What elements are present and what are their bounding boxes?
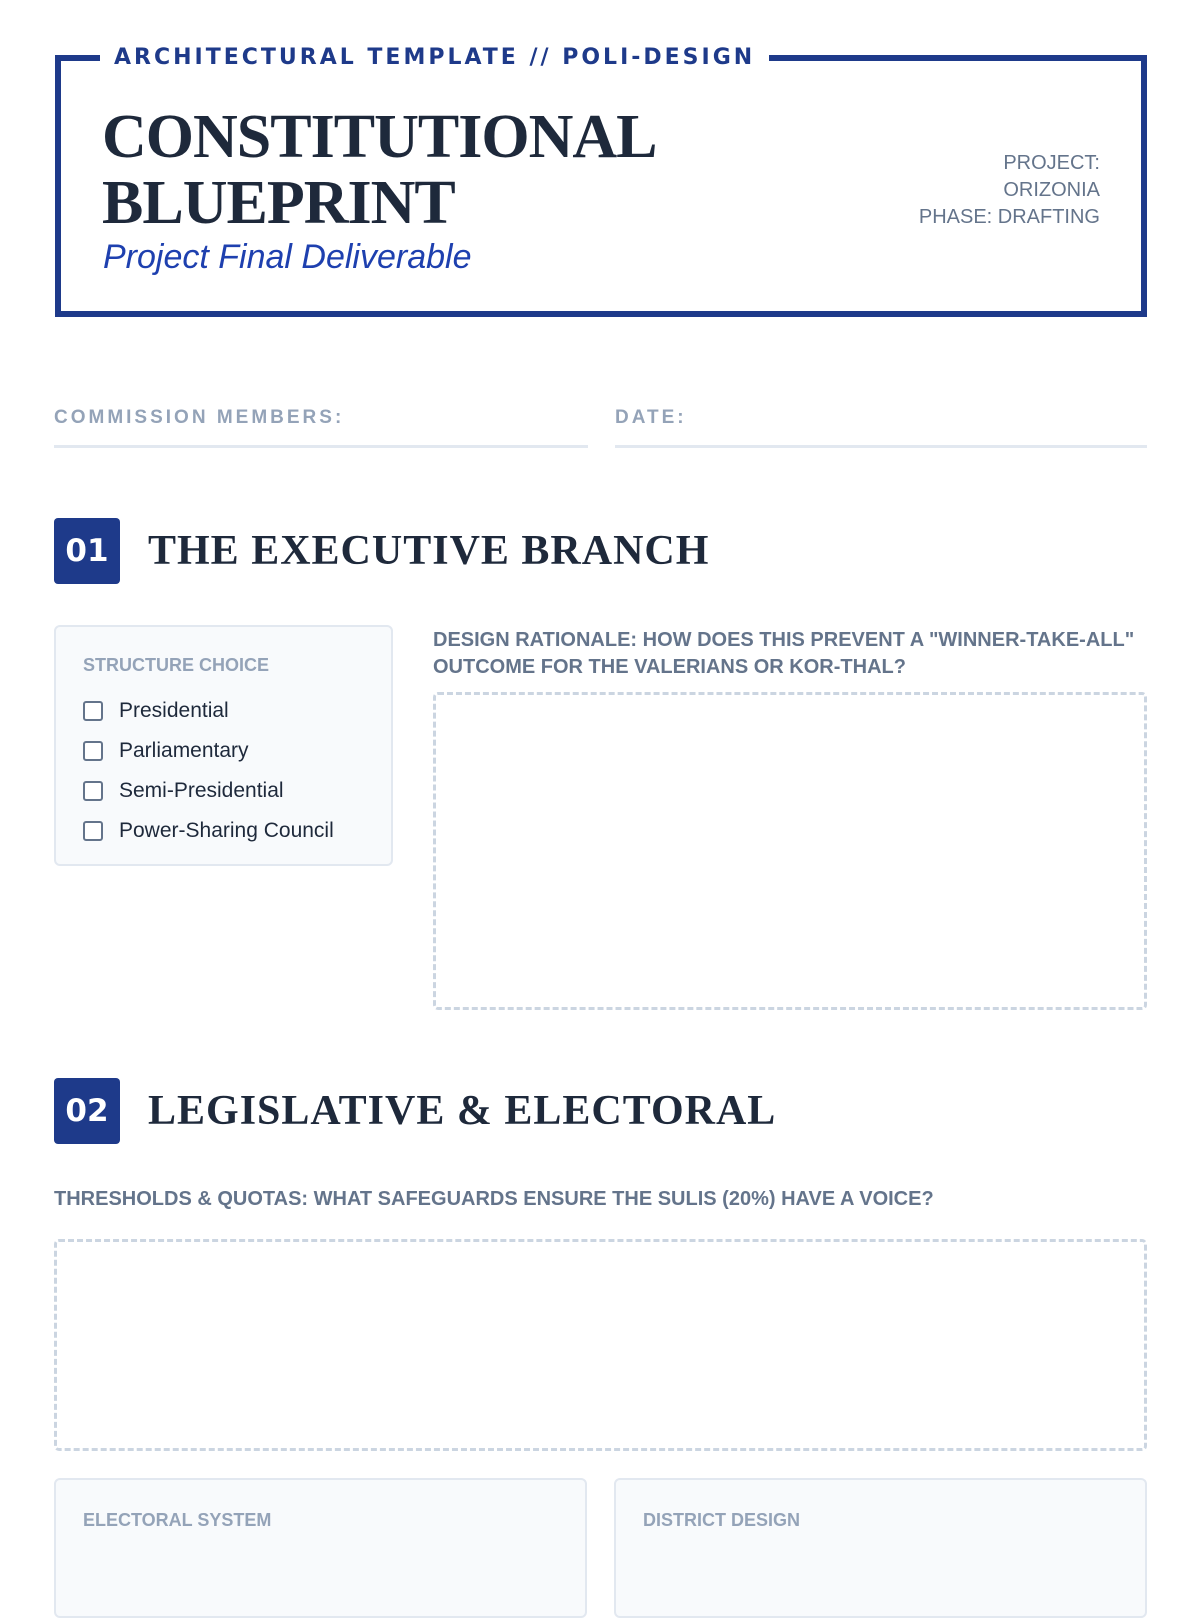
structure-choice-label: STRUCTURE CHOICE <box>83 655 270 675</box>
thresholds-quotas-answer-box[interactable] <box>54 1239 1147 1451</box>
section-02-number: 02 <box>54 1078 120 1144</box>
electoral-system-card[interactable] <box>54 1478 587 1618</box>
choice-presidential[interactable] <box>83 691 334 731</box>
section-01-title: THE EXECUTIVE BRANCH <box>148 528 710 574</box>
template-tag: ARCHITECTURAL TEMPLATE // POLI-DESIGN <box>100 40 769 76</box>
project-label: PROJECT: <box>1003 152 1100 174</box>
structure-choice-card <box>54 625 393 866</box>
section-02-header <box>54 1078 776 1144</box>
commission-members-field[interactable] <box>54 402 588 448</box>
title-line-2: BLUEPRINT <box>102 169 455 237</box>
project-name: ORIZONIA <box>1003 179 1100 201</box>
choice-label: Semi-Presidential <box>119 779 284 802</box>
project-phase: PHASE: DRAFTING <box>918 206 1100 228</box>
checkbox-power-sharing-council[interactable] <box>83 821 103 841</box>
choice-parliamentary[interactable] <box>83 731 334 771</box>
date-field[interactable] <box>615 402 1147 448</box>
district-design-label: DISTRICT DESIGN <box>643 1510 801 1530</box>
structure-choice-list <box>83 691 334 851</box>
document-title <box>102 104 656 236</box>
choice-label: Parliamentary <box>119 739 249 762</box>
section-01-header <box>54 518 709 584</box>
design-rationale-prompt-line-1: DESIGN RATIONALE: HOW DOES THIS PREVENT A "WINNER-TAKE-ALL" <box>433 629 1135 651</box>
electoral-system-label: ELECTORAL SYSTEM <box>83 1510 272 1530</box>
document-subtitle: Project Final Deliverable <box>103 238 472 276</box>
section-02-title: LEGISLATIVE & ELECTORAL <box>148 1088 777 1134</box>
title-line-1: CONSTITUTIONAL <box>102 103 657 171</box>
choice-label: Power-Sharing Council <box>119 819 334 842</box>
choice-power-sharing-council[interactable] <box>83 811 334 851</box>
commission-members-label: COMMISSION MEMBERS: <box>54 407 345 428</box>
project-meta <box>919 150 1100 231</box>
design-rationale-prompt-line-2: OUTCOME FOR THE VALERIANS OR KOR-THAL? <box>433 656 906 678</box>
choice-semi-presidential[interactable] <box>83 771 334 811</box>
thresholds-quotas-prompt: THRESHOLDS & QUOTAS: WHAT SAFEGUARDS ENSURE THE SULIS (20%) HAVE A VOICE? <box>54 1188 934 1210</box>
section-01-number: 01 <box>54 518 120 584</box>
checkbox-semi-presidential[interactable] <box>83 781 103 801</box>
date-label: DATE: <box>615 407 687 428</box>
checkbox-presidential[interactable] <box>83 701 103 721</box>
design-rationale-answer-box[interactable] <box>433 692 1147 1010</box>
choice-label: Presidential <box>119 699 229 722</box>
design-rationale-prompt <box>433 627 1153 681</box>
checkbox-parliamentary[interactable] <box>83 741 103 761</box>
district-design-card[interactable] <box>614 1478 1147 1618</box>
